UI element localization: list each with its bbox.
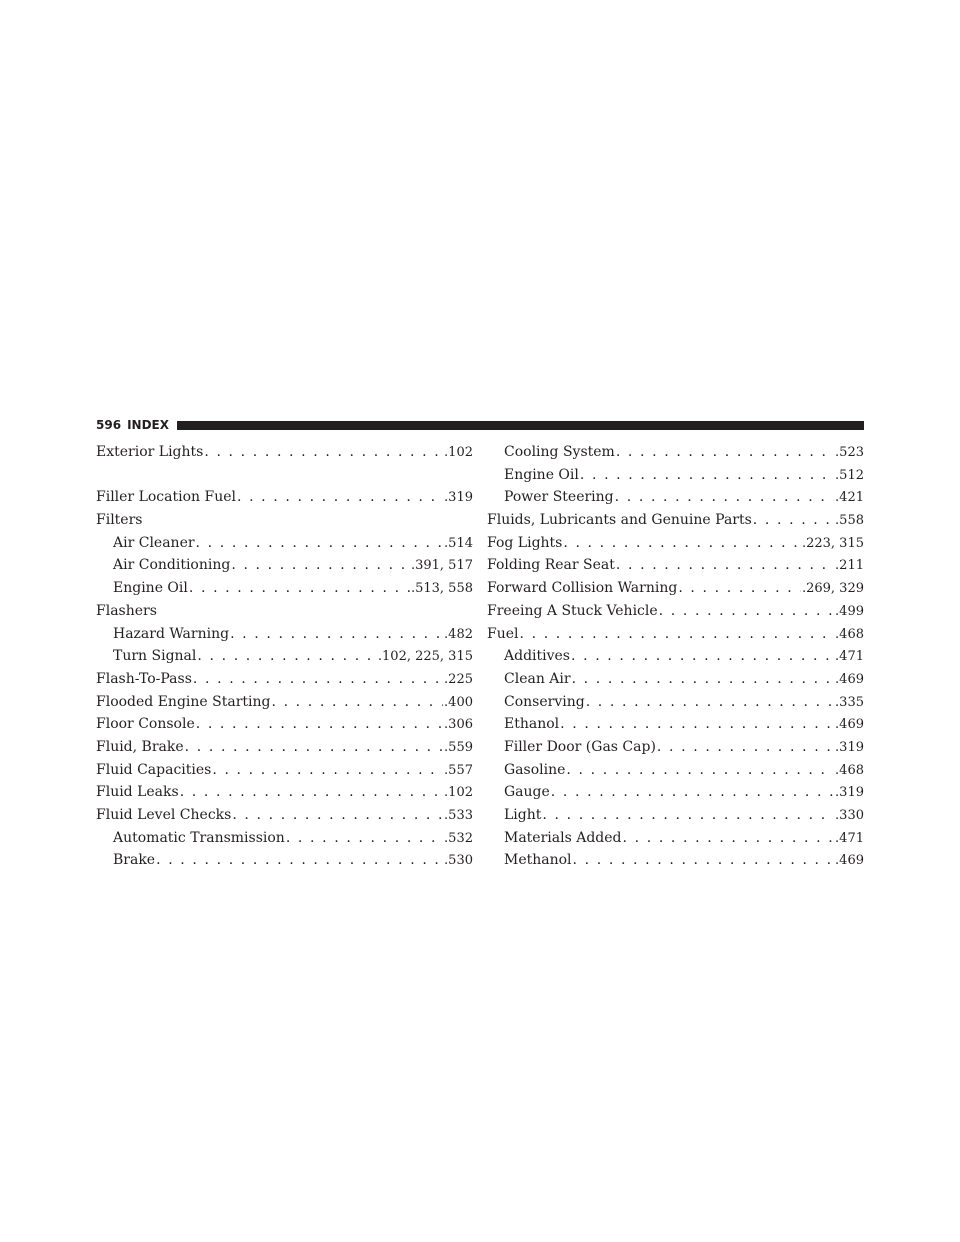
leader-dots bbox=[185, 736, 443, 759]
index-entry bbox=[487, 532, 864, 555]
entry-label: Fuel bbox=[487, 625, 519, 642]
leader-dots bbox=[196, 713, 443, 736]
index-column-left bbox=[96, 441, 473, 872]
entry-label: Exterior Lights bbox=[96, 444, 204, 460]
leader-dots bbox=[180, 781, 443, 804]
entry-page-ref: .225 bbox=[444, 671, 473, 687]
index-subentry bbox=[487, 668, 864, 691]
leader-dots bbox=[197, 645, 377, 668]
leader-dots bbox=[560, 713, 834, 736]
index-entry bbox=[96, 668, 473, 691]
index-entry bbox=[96, 736, 473, 759]
leader-dots bbox=[571, 645, 834, 668]
entry-page-ref: .471 bbox=[835, 830, 864, 846]
leader-dots bbox=[204, 441, 443, 464]
leader-dots bbox=[542, 804, 834, 827]
entry-label: Filler Door (Gas Cap) bbox=[504, 738, 656, 755]
entry-page-ref: .523 bbox=[835, 445, 864, 460]
index-entry bbox=[487, 623, 864, 646]
entry-label: Gasoline bbox=[504, 761, 566, 778]
entry-page-ref: .211 bbox=[835, 558, 864, 574]
leader-dots bbox=[566, 759, 834, 782]
index-subentry bbox=[96, 577, 473, 600]
entry-label: Light bbox=[504, 807, 542, 823]
index-entry bbox=[96, 759, 473, 782]
entry-page-ref: .532 bbox=[444, 830, 473, 846]
entry-page-ref: .335 bbox=[835, 694, 864, 710]
entry-page-ref: .514 bbox=[444, 535, 473, 551]
index-subentry bbox=[487, 759, 864, 782]
index-entry bbox=[96, 441, 473, 464]
entry-page-ref: .468 bbox=[835, 626, 864, 642]
entry-page-ref: .102 bbox=[444, 785, 473, 801]
index-spacer bbox=[96, 464, 473, 487]
leader-dots bbox=[156, 849, 443, 872]
entry-label: Engine Oil bbox=[504, 466, 579, 483]
leader-dots bbox=[623, 827, 835, 850]
entry-label: Gauge bbox=[504, 784, 550, 801]
entry-page-ref: .471 bbox=[835, 649, 864, 665]
index-entry bbox=[487, 600, 864, 623]
entry-label: Forward Collision Warning bbox=[487, 580, 678, 597]
entry-label: Methanol bbox=[504, 852, 572, 869]
entry-label: Flooded Engine Starting bbox=[96, 693, 271, 710]
index-entry bbox=[96, 691, 473, 714]
index-subentry bbox=[487, 736, 864, 759]
entry-page-ref: .469 bbox=[835, 717, 864, 733]
index-subentry bbox=[96, 554, 473, 577]
entry-page-ref: .400 bbox=[444, 694, 473, 710]
entry-label: Conserving bbox=[504, 693, 585, 710]
entry-page-ref: .102 bbox=[444, 445, 473, 460]
entry-label: Filler Location Fuel bbox=[96, 489, 236, 506]
entry-label: Freeing A Stuck Vehicle bbox=[487, 602, 658, 619]
entry-label: Flashers bbox=[96, 602, 157, 619]
entry-label: Filters bbox=[96, 512, 143, 529]
entry-label: Folding Rear Seat bbox=[487, 557, 615, 574]
index-subentry bbox=[96, 827, 473, 850]
entry-label: Fog Lights bbox=[487, 534, 563, 551]
index-subentry bbox=[487, 441, 864, 464]
entry-label: Hazard Warning bbox=[113, 625, 230, 642]
index-subentry bbox=[487, 691, 864, 714]
leader-dots bbox=[231, 554, 410, 577]
entry-page-ref: .482 bbox=[444, 626, 473, 642]
page-header bbox=[96, 417, 864, 433]
index-subentry bbox=[487, 645, 864, 668]
leader-dots bbox=[678, 577, 801, 600]
index-column-right bbox=[487, 441, 864, 872]
leader-dots bbox=[286, 827, 443, 850]
leader-dots bbox=[193, 668, 443, 691]
entry-page-ref: .533 bbox=[444, 808, 473, 823]
header-rule bbox=[177, 421, 864, 430]
entry-page-ref: .469 bbox=[835, 671, 864, 687]
index-entry bbox=[96, 713, 473, 736]
entry-label: Materials Added bbox=[504, 829, 622, 846]
index-subentry bbox=[487, 781, 864, 804]
entry-label: Clean Air bbox=[504, 670, 571, 687]
entry-page-ref: .223, 315 bbox=[801, 535, 864, 551]
index-subentry bbox=[96, 645, 473, 668]
leader-dots bbox=[271, 691, 443, 714]
index-subentry bbox=[487, 486, 864, 509]
index-entry bbox=[96, 486, 473, 509]
leader-dots bbox=[563, 532, 801, 555]
index-entry bbox=[96, 781, 473, 804]
entry-page-ref: .469 bbox=[835, 853, 864, 869]
entry-label: Automatic Transmission bbox=[113, 829, 285, 846]
leader-dots bbox=[616, 441, 834, 464]
entry-label: Additives bbox=[504, 648, 570, 665]
entry-page-ref: .330 bbox=[835, 808, 864, 823]
leader-dots bbox=[196, 532, 444, 555]
leader-dots bbox=[573, 849, 835, 872]
entry-label: Flash-To-Pass bbox=[96, 670, 192, 687]
entry-page-ref: .319 bbox=[835, 785, 864, 801]
entry-label: Fluid Capacities bbox=[96, 761, 212, 778]
entry-page-ref: .499 bbox=[835, 603, 864, 619]
entry-label: Fluid Leaks bbox=[96, 784, 179, 801]
index-subentry bbox=[96, 532, 473, 555]
leader-dots bbox=[657, 736, 834, 759]
section-title: INDEX bbox=[127, 418, 169, 432]
entry-label: Fluid Level Checks bbox=[96, 807, 232, 823]
entry-label: Engine Oil bbox=[113, 580, 188, 597]
leader-dots bbox=[616, 554, 834, 577]
entry-page-ref: .421 bbox=[835, 490, 864, 506]
entry-label: Air Conditioning bbox=[113, 557, 231, 574]
entry-page-ref: .559 bbox=[444, 739, 473, 755]
index-entry bbox=[487, 577, 864, 600]
index-entry bbox=[96, 804, 473, 827]
entry-page-ref: .468 bbox=[835, 762, 864, 778]
index-entry bbox=[487, 554, 864, 577]
entry-label: Power Steering bbox=[504, 489, 614, 506]
entry-label: Fluids, Lubricants and Genuine Parts bbox=[487, 512, 752, 529]
leader-dots bbox=[551, 781, 834, 804]
index-subentry bbox=[487, 464, 864, 487]
leader-dots bbox=[586, 691, 834, 714]
entry-page-ref: .513, 558 bbox=[410, 581, 473, 597]
leader-dots bbox=[212, 759, 443, 782]
entry-page-ref: .391, 517 bbox=[410, 558, 473, 574]
entry-page-ref: .306 bbox=[444, 717, 473, 733]
index-subentry bbox=[96, 623, 473, 646]
entry-page-ref: .512 bbox=[835, 467, 864, 483]
index-subentry bbox=[487, 804, 864, 827]
index-entry bbox=[96, 600, 473, 623]
entry-label: Turn Signal bbox=[113, 648, 197, 665]
entry-page-ref: .269, 329 bbox=[801, 581, 864, 597]
leader-dots bbox=[753, 509, 834, 532]
entry-label: Cooling System bbox=[504, 444, 615, 460]
index-subentry bbox=[487, 849, 864, 872]
index-subentry bbox=[487, 713, 864, 736]
leader-dots bbox=[189, 577, 410, 600]
leader-dots bbox=[615, 486, 834, 509]
leader-dots bbox=[232, 804, 443, 827]
entry-page-ref: .319 bbox=[835, 739, 864, 755]
entry-label: Floor Console bbox=[96, 716, 195, 733]
leader-dots bbox=[659, 600, 834, 623]
index-entry bbox=[96, 509, 473, 532]
entry-label: Ethanol bbox=[504, 716, 560, 733]
entry-page-ref: .102, 225, 315 bbox=[377, 649, 473, 665]
index-entry bbox=[487, 509, 864, 532]
entry-page-ref: .530 bbox=[444, 853, 473, 869]
entry-label: Air Cleaner bbox=[113, 534, 195, 551]
entry-label: Brake bbox=[113, 852, 156, 869]
leader-dots bbox=[520, 623, 835, 646]
leader-dots bbox=[237, 486, 443, 509]
entry-label: Fluid, Brake bbox=[96, 738, 184, 755]
page-number: 596 bbox=[96, 418, 122, 432]
leader-dots bbox=[230, 623, 443, 646]
index-subentry bbox=[96, 849, 473, 872]
index-subentry bbox=[487, 827, 864, 850]
leader-dots bbox=[580, 464, 834, 487]
entry-page-ref: .558 bbox=[835, 513, 864, 529]
entry-page-ref: .319 bbox=[444, 490, 473, 506]
leader-dots bbox=[572, 668, 834, 691]
entry-page-ref: .557 bbox=[444, 762, 473, 778]
